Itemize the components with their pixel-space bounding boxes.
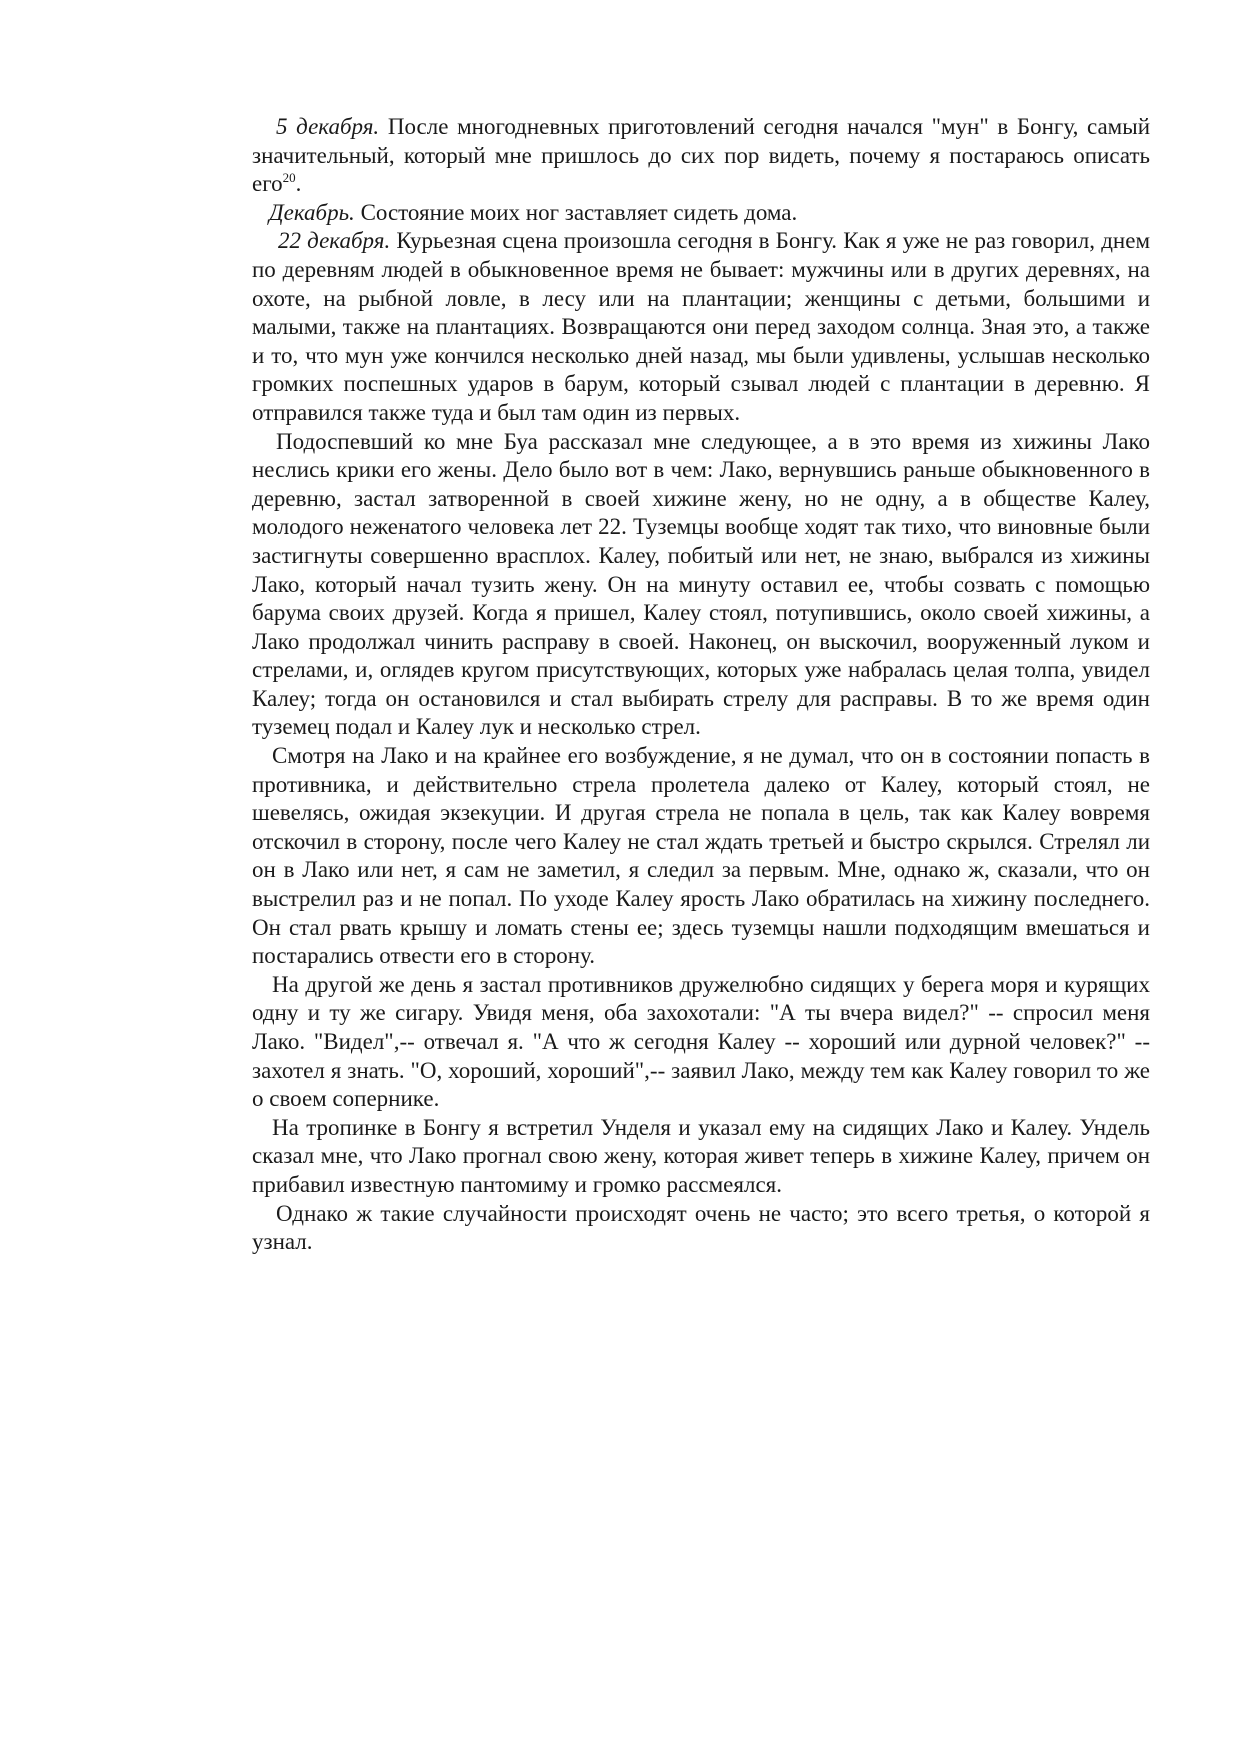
paragraph-bua-story <box>252 428 1150 743</box>
footnote-marker: 20 <box>282 170 296 186</box>
paragraph-text: На тропинке в Бонгу я встретил Унделя и указал ему на сидящих Лако и Калеу. Ундель сказал мне, что Лако прогнал свою жену, которая живет теперь в хижине Калеу, причем он прибавил известную пантомиму и громко рассмеялся. <box>252 1114 1150 1197</box>
paragraph-conclusion <box>252 1200 1150 1257</box>
entry-date: 22 декабря. <box>278 228 391 254</box>
paragraph-december <box>252 199 1150 228</box>
paragraph-text: Состояние моих ног заставляет сидеть дома. <box>354 199 798 225</box>
paragraph-arrows <box>252 742 1150 971</box>
paragraph-text: На другой же день я застал противников дружелюбно сидящих у берега моря и курящих одну и ту же сигару. Увидя меня, оба захохотали: "А ты вчера видел?" -- спросил меня Лако. "Видел",-- отвечал я. "А что ж сегодня Калеу -- хороший или дурной человек?" -- захотел я знать. "О, хороший, хороший",-- заявил Лако, между тем как Калеу говорил то же о своем сопернике. <box>252 971 1150 1112</box>
paragraph-dec-5 <box>252 113 1150 199</box>
paragraph-text: Курьезная сцена произошла сегодня в Бонгу. Как я уже не раз говорил, днем по деревням людей в обыкновенное время не бывает: мужчины или в других деревнях, на охоте, на рыбной ловле, в лесу или на плантации; женщины с детьми, большими и малыми, также на плантациях. Возвращаются они перед заходом солнца. Зная это, а также и то, что мун уже кончился несколько дней назад, мы были удивлены, услышав несколько громких поспешных ударов в барум, который сзывал людей с плантации в деревню. Я отправился также туда и был там один из первых. <box>252 228 1150 425</box>
document-page <box>252 113 1150 1257</box>
paragraph-text: После многодневных приготовлений сегодня начался "мун" в Бонгу, самый значительный, который мне пришлось до сих пор видеть, почему я постараюсь описать его <box>252 114 1150 197</box>
paragraph-text: Подоспевший ко мне Буа рассказал мне следующее, а в это время из хижины Лако неслись крики его жены. Дело было вот в чем: Лако, вернувшись раньше обыкновенного в деревню, застал затворенной в своей хижине жену, но не одну, а в обществе Калеу, молодого неженатого человека лет 22. Туземцы вообще ходят так тихо, что виновные были застигнуты совершенно врасплох. Калеу, побитый или нет, не знаю, выбрался из хижины Лако, который начал тузить жену. Он на минуту оставил ее, чтобы созвать с помощью барума своих друзей. Когда я пришел, Калеу стоял, потупившись, около своей хижины, а Лако продолжал чинить расправу в своей. Наконец, он выскочил, вооруженный луком и стрелами, и, оглядев кругом присутствующих, которых уже набралась целая толпа, увидел Калеу; тогда он остановился и стал выбирать стрелу для расправы. В то же время один туземец подал и Калеу лук и несколько стрел. <box>252 428 1150 740</box>
entry-date: Декабрь. <box>269 199 355 225</box>
paragraph-next-day <box>252 971 1150 1114</box>
paragraph-text: Однако ж такие случайности происходят очень не часто; это всего третья, о которой я узнал. <box>252 1200 1150 1255</box>
paragraph-path-bongu <box>252 1114 1150 1200</box>
entry-date: 5 декабря. <box>276 114 380 139</box>
paragraph-dec-22 <box>252 227 1150 427</box>
paragraph-text: Смотря на Лако и на крайнее его возбуждение, я не думал, что он в состоянии попасть в противника, и действительно стрела пролетела далеко от Калеу, который стоял, не шевелясь, ожидая экзекуции. И другая стрела не попала в цель, так как Калеу вовремя отскочил в сторону, после чего Калеу не стал ждать третьей и быстро скрылся. Стрелял ли он в Лако или нет, я сам не заметил, я следил за первым. Мне, однако ж, сказали, что он выстрелил раз и не попал. По уходе Калеу ярость Лако обратилась на хижину последнего. Он стал рвать крышу и ломать стены ее; здесь туземцы нашли подходящим вмешаться и постарались отвести его в сторону. <box>252 743 1150 969</box>
paragraph-tail: . <box>295 171 302 197</box>
